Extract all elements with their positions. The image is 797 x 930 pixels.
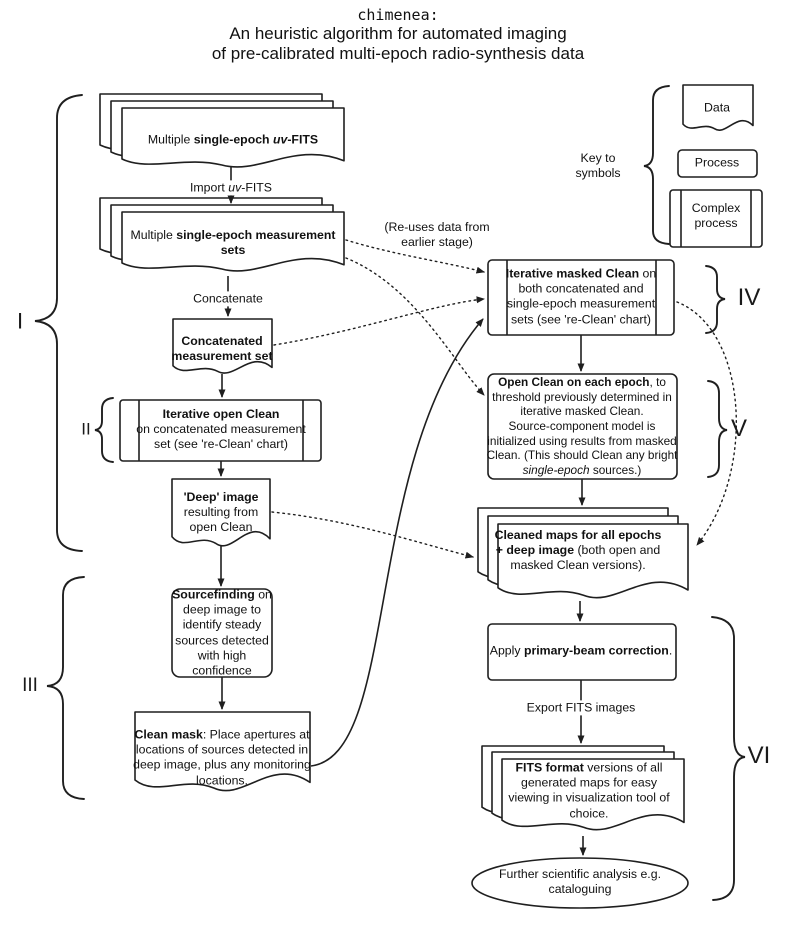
stage-label-4: IV <box>737 284 761 312</box>
stage-label-1: I <box>16 308 24 334</box>
edge-concat-to-masked-clean <box>274 299 484 345</box>
stage-label-3: III <box>22 675 38 697</box>
node-concat-ms-label: Concatenated measurement set <box>171 333 273 363</box>
edge-label-concatenate: Concatenate <box>190 291 266 306</box>
node-uvfits-label: Multiple single-epoch uv-FITS <box>147 132 319 147</box>
key-complex-label: Complex process <box>691 200 741 230</box>
edge-label-reuse-note: (Re-uses data from earlier stage) <box>384 219 490 249</box>
title-subtitle-line2: of pre-calibrated multi-epoch radio-synthesis data <box>211 44 585 63</box>
node-measurement-sets-label: Multiple single-epoch measurement sets <box>130 227 336 257</box>
title-program-name: chimenea: <box>357 6 439 24</box>
node-uvfits <box>100 94 344 167</box>
brace-stage-1 <box>35 95 82 551</box>
key-label: Key to symbols <box>575 150 621 180</box>
brace-stage-2 <box>95 398 113 462</box>
node-further-analysis-label: Further scientific analysis e.g. cataloguing <box>499 866 661 896</box>
node-deep-image-label: 'Deep' image resulting from open Clean <box>183 490 259 535</box>
stage-label-2: II <box>81 419 91 439</box>
edge-label-import: Import uv-FITS <box>187 180 275 195</box>
key-process-label: Process <box>694 155 740 170</box>
edge-deep-image-to-cleaned-maps <box>272 512 473 557</box>
node-pb-correction-label: Apply primary-beam correction. <box>489 643 673 658</box>
title-subtitle-line1: An heuristic algorithm for automated imaging <box>229 24 567 43</box>
stage-label-6: VI <box>747 742 771 770</box>
edge-ms-to-open-clean-epoch <box>346 258 484 395</box>
stage-label-5: V <box>730 415 748 443</box>
node-fits-export-label: FITS format versions of all generated maps for easy viewing in visualization tool of choice. <box>508 760 670 821</box>
brace-stage-6 <box>712 617 745 900</box>
key-data-label: Data <box>704 100 730 115</box>
node-cleaned-maps-label: Cleaned maps for all epochs + deep image (both open and masked Clean versions). <box>494 528 662 573</box>
node-open-clean-label: Iterative open Clean on concatenated measurement set (see 're-Clean' chart) <box>136 407 306 452</box>
brace-key <box>644 86 669 244</box>
brace-stage-5 <box>708 381 727 477</box>
brace-stage-3 <box>47 577 84 799</box>
brace-stage-4 <box>706 266 725 333</box>
node-sourcefinding-label: Sourcefinding on deep image to identify steady sources detected with high confidence <box>172 587 272 678</box>
edge-label-export-fits: Export FITS images <box>524 700 639 715</box>
figure-title <box>212 6 584 64</box>
node-clean-mask-label: Clean mask: Place apertures at locations of sources detected in deep image, plus any monitoring locations. <box>133 727 311 788</box>
edge-masked-clean-to-cleaned-maps <box>677 302 736 545</box>
node-open-clean-epoch-label: Open Clean on each epoch, to threshold previously determined in iterative masked Clean. Source-component model is initialized using results from masked Clean. (This should Clean any bright single-epoch sources.) <box>486 374 678 477</box>
edge-clean-mask-to-masked-clean <box>311 319 483 766</box>
node-masked-clean-label: Iterative masked Clean on both concatenated and single-epoch measurement sets (see 're-Clean' chart) <box>505 266 657 327</box>
